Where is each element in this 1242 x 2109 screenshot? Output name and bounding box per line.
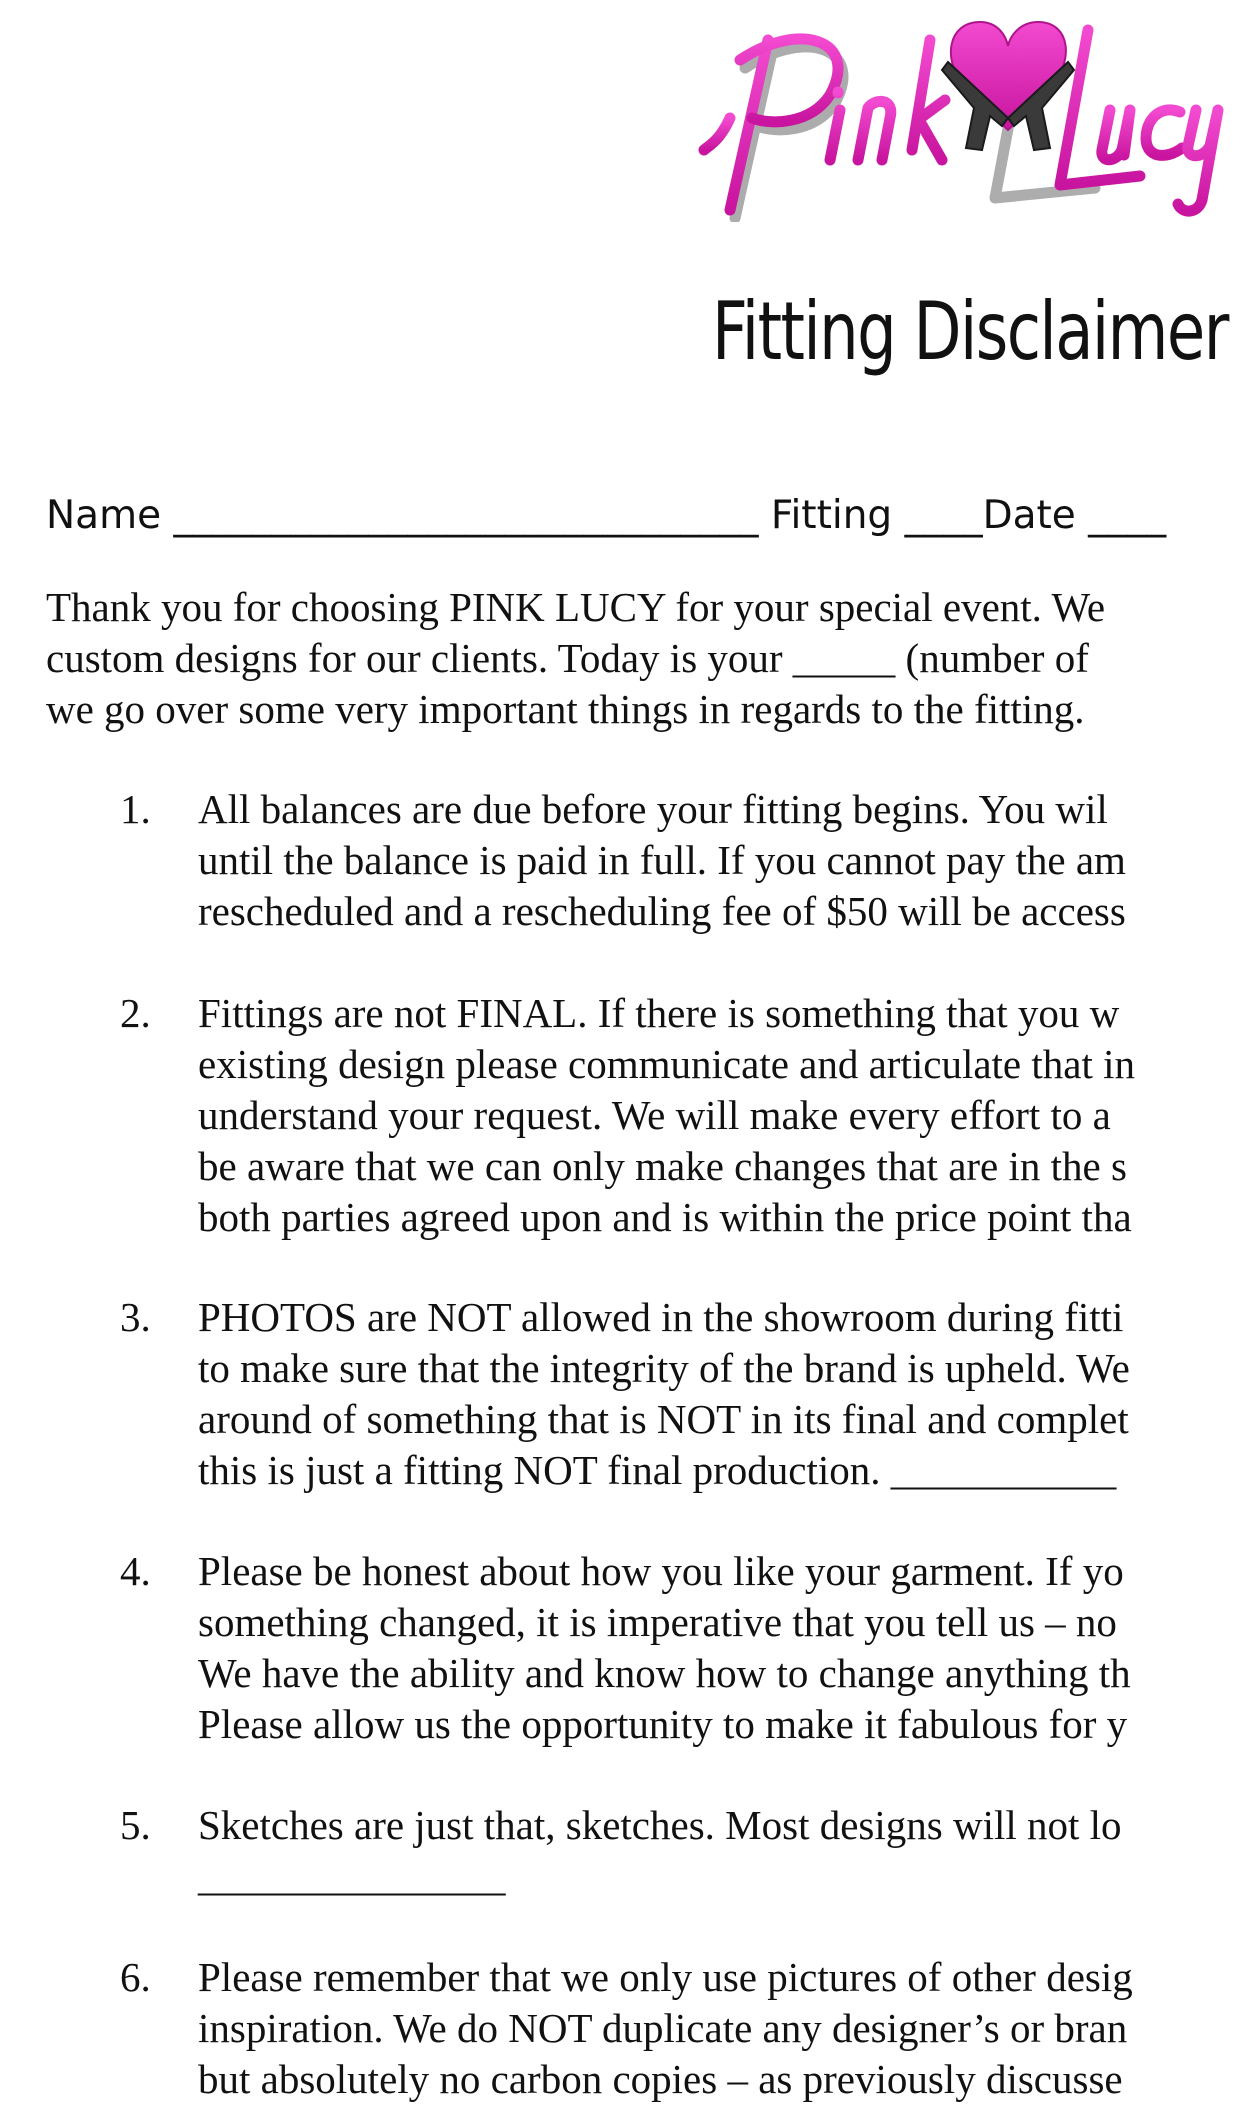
rule-text — [198, 1952, 1133, 2105]
rule-line: All balances are due before your fitting begins. You wil — [198, 786, 1108, 832]
rule-line: something changed, it is imperative that you tell us – no — [198, 1599, 1117, 1645]
rule-number: 5. — [120, 1802, 151, 1848]
rule-line: Please remember that we only use pictures of other desig — [198, 1954, 1133, 2000]
intro-line: Thank you for choosing PINK LUCY for your special event. We — [46, 584, 1106, 630]
rule-text — [198, 1800, 1122, 1902]
rule-line: but absolutely no carbon copies – as previously discusse — [198, 2056, 1123, 2102]
name-fitting-date-fields: Name ______________________________ Fitting ____Date ____ — [46, 493, 1167, 538]
rule-number: 3. — [120, 1294, 151, 1340]
rule-number: 6. — [120, 1954, 151, 2000]
rule-line: until the balance is paid in full. If you cannot pay the am — [198, 837, 1126, 883]
rule-text — [198, 1546, 1131, 1750]
rule-line: Please be honest about how you like your garment. If yo — [198, 1548, 1124, 1594]
rule-text — [198, 784, 1126, 937]
intro-paragraph — [46, 582, 1242, 735]
rule-line: both parties agreed upon and is within the price point tha — [198, 1194, 1132, 1240]
rule-number: 2. — [120, 990, 151, 1036]
rule-text — [198, 1292, 1130, 1496]
document-title: Fitting Disclaimer — [712, 285, 1228, 378]
rule-line: rescheduled and a rescheduling fee of $50 will be access — [198, 888, 1126, 934]
rule-line: We have the ability and know how to change anything th — [198, 1650, 1131, 1696]
rule-line: inspiration. We do NOT duplicate any designer’s or bran — [198, 2005, 1128, 2051]
rule-line: existing design please communicate and articulate that in — [198, 1041, 1135, 1087]
rule-line: PHOTOS are NOT allowed in the showroom during fitti — [198, 1294, 1124, 1340]
rule-line: be aware that we can only make changes that are in the s — [198, 1143, 1127, 1189]
rule-line: _______________ — [198, 1853, 506, 1899]
intro-line: custom designs for our clients. Today is your _____ (number of — [46, 635, 1089, 681]
intro-line: we go over some very important things in regards to the fitting. — [46, 686, 1085, 732]
rule-line: around of something that is NOT in its final and complet — [198, 1396, 1129, 1442]
pink-lucy-logo — [690, 0, 1242, 222]
rule-number: 1. — [120, 786, 151, 832]
rule-number: 4. — [120, 1548, 151, 1594]
rule-line: Fittings are not FINAL. If there is something that you w — [198, 990, 1120, 1036]
rule-line: Please allow us the opportunity to make it fabulous for y — [198, 1701, 1128, 1747]
rule-text — [198, 988, 1135, 1243]
rule-line: Sketches are just that, sketches. Most designs will not lo — [198, 1802, 1122, 1848]
rule-line: understand your request. We will make every effort to a — [198, 1092, 1111, 1138]
rule-line: this is just a fitting NOT final production. ___________ — [198, 1447, 1117, 1493]
rule-line: to make sure that the integrity of the brand is upheld. We — [198, 1345, 1130, 1391]
